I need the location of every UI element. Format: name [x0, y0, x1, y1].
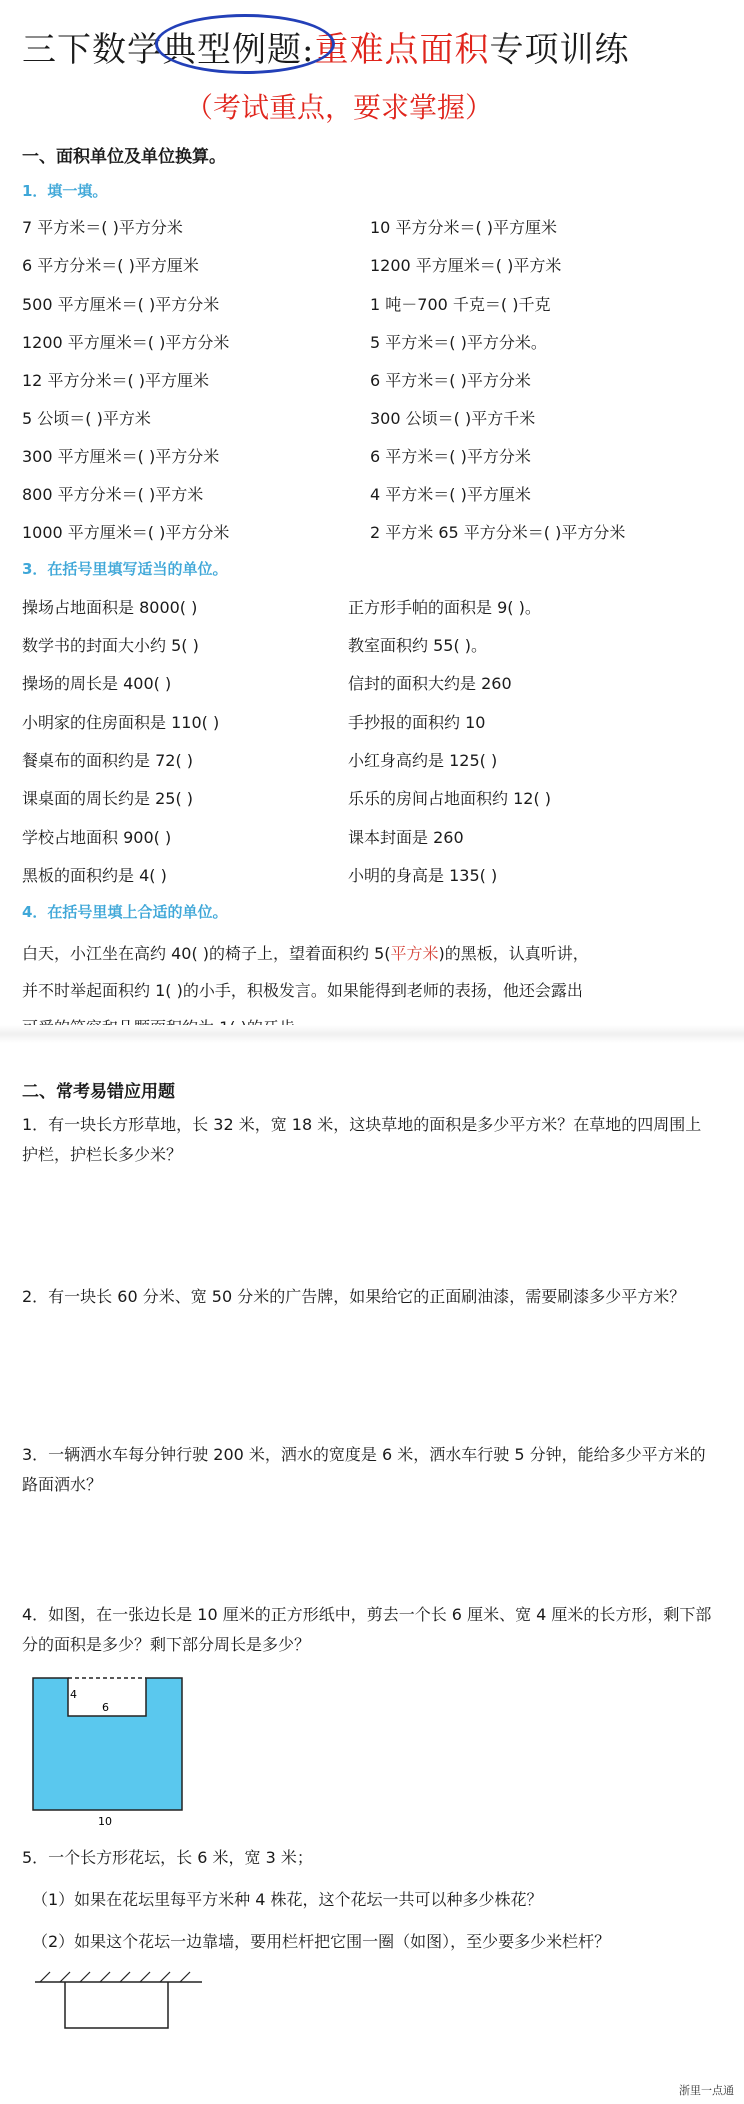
unit-item: 操场占地面积是 8000( ): [22, 598, 198, 617]
fill-item: 300 平方厘米＝( )平方分米: [22, 447, 220, 466]
fill-item: 5 平方米＝( )平方分米。: [370, 333, 547, 352]
title-circled: 典型例题: [162, 30, 302, 70]
title-part-1: 三下数学: [22, 30, 162, 70]
fill-item: 5 公顷＝( )平方米: [22, 409, 151, 428]
fill-item: 800 平方分米＝( )平方米: [22, 485, 204, 504]
handwritten-answer: 平方米: [390, 944, 439, 963]
paragraph-text: 白天，小江坐在高约 40( )的椅子上，望着面积约 5(: [22, 944, 391, 963]
page-divider: [0, 1025, 744, 1043]
wall-flowerbed-figure: [30, 1968, 210, 2038]
title-circle-mark: [155, 14, 335, 74]
section2-heading: 二、常考易错应用题: [22, 1082, 175, 1102]
label-cut-height: 4: [70, 1688, 77, 1701]
unit-item: 小明家的住房面积是 110( ): [22, 713, 220, 732]
title-part-2: 专项训练: [489, 30, 630, 70]
unit-item: 乐乐的房间占地面积约 12( ): [348, 789, 552, 808]
paragraph-line-2: 并不时举起面积约 1( )的小手，积极发言。如果能得到老师的表扬，他还会露出: [22, 981, 583, 1000]
cut-square-figure: [28, 1668, 188, 1828]
title-colon: :: [302, 30, 315, 70]
page-subtitle: （考试重点，要求掌握）: [185, 91, 494, 124]
unit-item: 小红身高约是 125( ): [348, 751, 498, 770]
unit-item: 黑板的面积约是 4( ): [22, 866, 167, 885]
question-1: 1．有一块长方形草地，长 32 米，宽 18 米，这块草地的面积是多少平方米？在草地的四周围上护栏，护栏长多少米？: [22, 1115, 702, 1164]
fill-item: 2 平方米 65 平方分米＝( )平方分米: [370, 523, 626, 542]
unit-item: 信封的面积大约是 260: [348, 674, 512, 693]
sub4-heading: 4．在括号里填上合适的单位。: [22, 903, 228, 921]
question-4: 4．如图，在一张边长是 10 厘米的正方形纸中，剪去一个长 6 厘米、宽 4 厘米的长方形，剩下部分的面积是多少？剩下部分周长是多少？: [22, 1605, 712, 1654]
unit-item: 课本封面是 260: [348, 828, 464, 847]
fill-item: 7 平方米＝( )平方分米: [22, 218, 183, 237]
fill-item: 1200 平方厘米＝( )平方米: [370, 256, 562, 275]
fill-item: 300 公顷＝( )平方千米: [370, 409, 536, 428]
question-3: 3．一辆洒水车每分钟行驶 200 米，洒水的宽度是 6 米，洒水车行驶 5 分钟，能给多少平方米的路面洒水？: [22, 1445, 706, 1494]
label-cut-width: 6: [102, 1701, 109, 1714]
question-5-part-1: （1）如果在花坛里每平方米种 4 株花，这个花坛一共可以种多少株花？: [32, 1890, 543, 1909]
fill-item: 10 平方分米＝( )平方厘米: [370, 218, 558, 237]
remaining-shape: [33, 1678, 182, 1810]
fill-item: 6 平方分米＝( )平方厘米: [22, 256, 199, 275]
fill-item: 6 平方米＝( )平方分米: [370, 447, 531, 466]
paragraph-line-1: [22, 941, 589, 964]
fill-item: 1200 平方厘米＝( )平方分米: [22, 333, 230, 352]
wall-hatching: [40, 1972, 190, 1982]
section1-heading: 一、面积单位及单位换算。: [22, 147, 226, 167]
unit-item: 学校占地面积 900( ): [22, 828, 172, 847]
paragraph-text: )的黑板，认真听讲，: [438, 944, 589, 963]
question-5-part-2: （2）如果这个花坛一边靠墙，要用栏杆把它围一圈（如图），至少要多少米栏杆？: [32, 1932, 611, 1951]
sub1-heading: 1．填一填。: [22, 182, 108, 200]
fill-item: 12 平方分米＝( )平方厘米: [22, 371, 210, 390]
unit-item: 手抄报的面积约 10: [348, 713, 486, 732]
fill-item: 1 吨－700 千克＝( )千克: [370, 295, 551, 314]
question-5: 5．一个长方形花坛，长 6 米，宽 3 米；: [22, 1848, 313, 1867]
unit-item: 课桌面的周长约是 25( ): [22, 789, 194, 808]
title-red: 重难点面积: [314, 30, 490, 70]
question-2: 2．有一块长 60 分米、宽 50 分米的广告牌，如果给它的正面刷油漆，需要刷漆多少平方米？: [22, 1287, 686, 1306]
label-side: 10: [98, 1815, 112, 1828]
watermark: 浙里一点通: [679, 2084, 734, 2097]
sub3-heading: 3．在括号里填写适当的单位。: [22, 560, 228, 578]
flowerbed-fence: [65, 1982, 168, 2028]
unit-item: 正方形手帕的面积是 9( )。: [348, 598, 541, 617]
fill-item: 6 平方米＝( )平方分米: [370, 371, 531, 390]
fill-item: 500 平方厘米＝( )平方分米: [22, 295, 220, 314]
unit-item: 餐桌布的面积约是 72( ): [22, 751, 194, 770]
unit-item: 小明的身高是 135( ): [348, 866, 498, 885]
unit-item: 数学书的封面大小约 5( ): [22, 636, 199, 655]
unit-item: 教室面积约 55( )。: [348, 636, 488, 655]
unit-item: 操场的周长是 400( ): [22, 674, 172, 693]
fill-item: 4 平方米＝( )平方厘米: [370, 485, 531, 504]
fill-item: 1000 平方厘米＝( )平方分米: [22, 523, 230, 542]
